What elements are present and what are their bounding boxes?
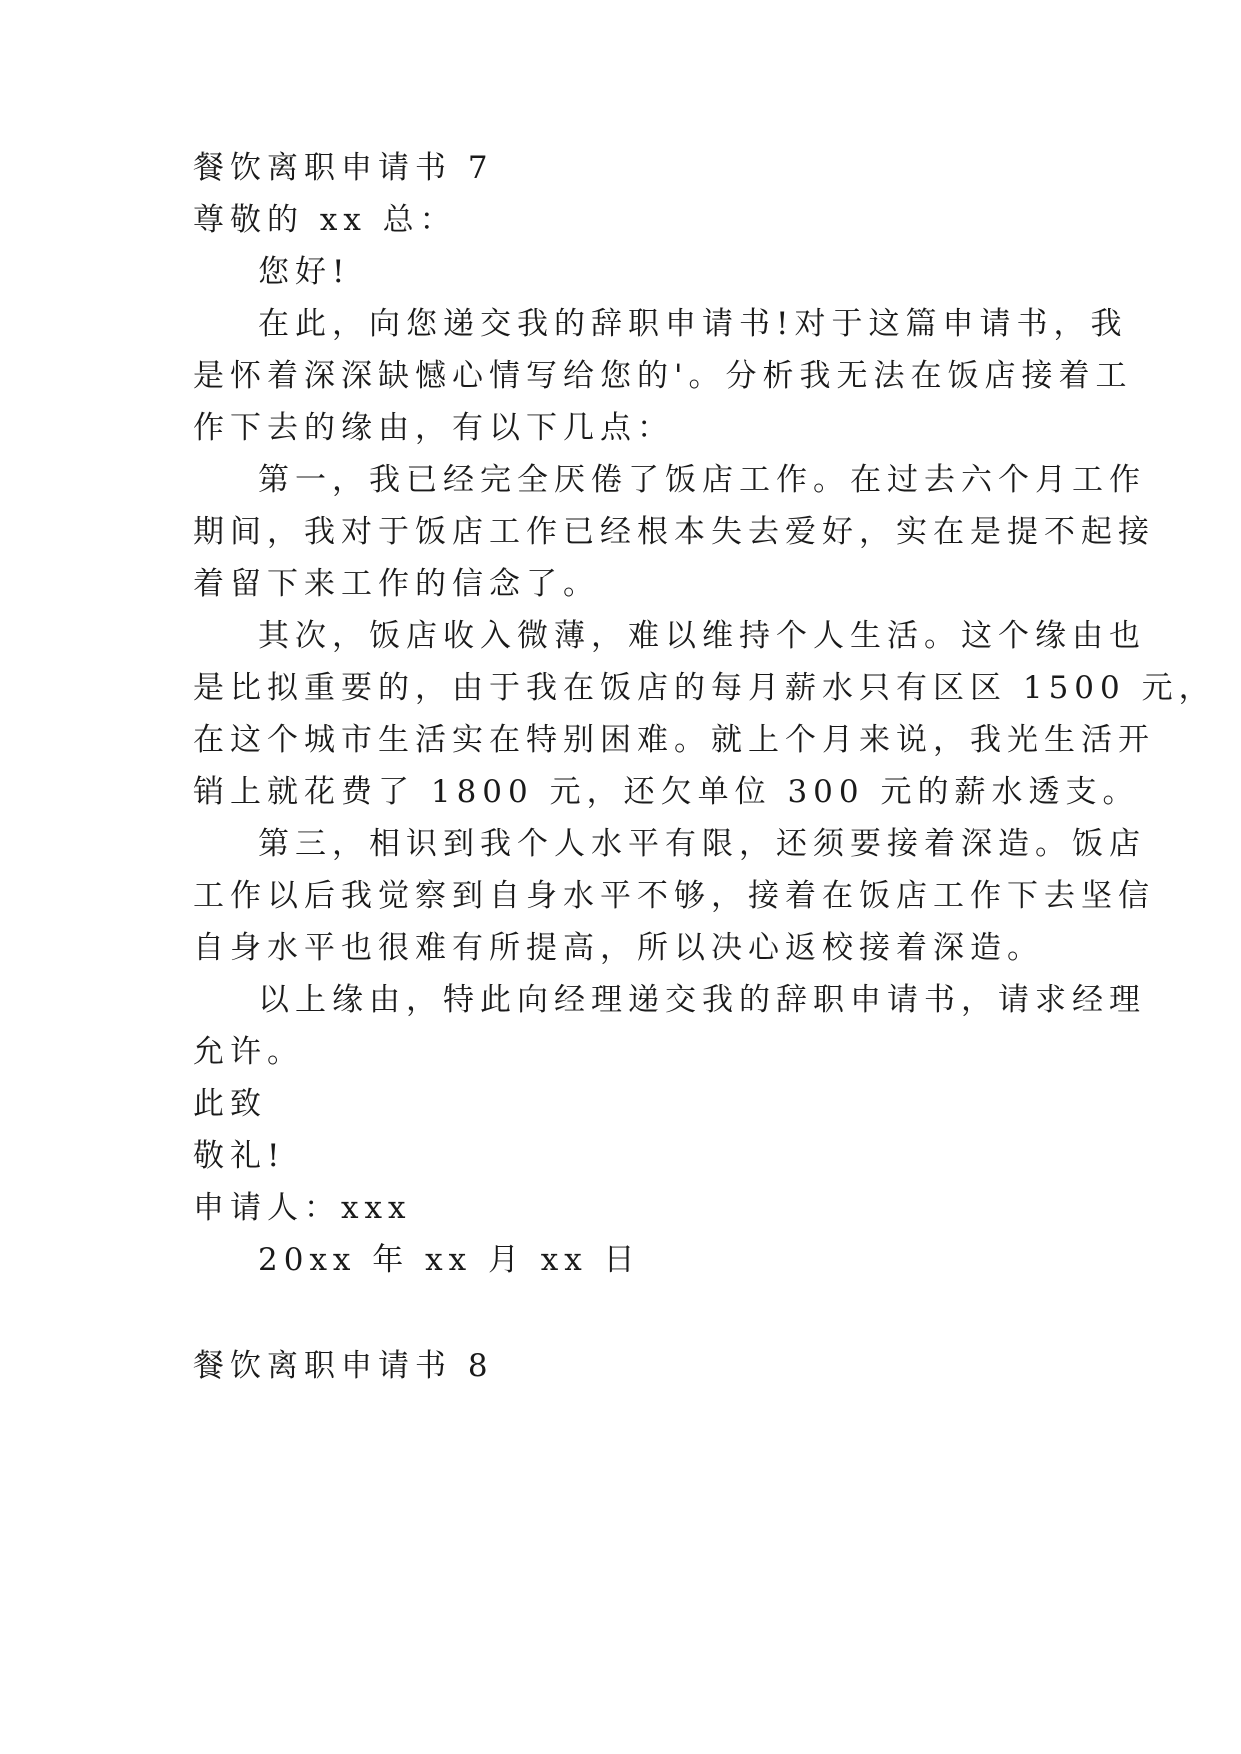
paragraph-4-line-1: 第三，相识到我个人水平有限，还须要接着深造。饭店 [258,826,1146,862]
paragraph-1-line-2: 是怀着深深缺憾心情写给您的'。分析我无法在饭店接着工 [193,358,1133,394]
document-title-7: 餐饮离职申请书 7 [193,150,494,186]
paragraph-5-line-2: 允许。 [193,1034,304,1070]
paragraph-2-line-3: 着留下来工作的信念了。 [193,566,600,602]
paragraph-3-line-3: 在这个城市生活实在特别困难。就上个月来说，我光生活开 [193,722,1155,758]
paragraph-1-line-1: 在此，向您递交我的辞职申请书!对于这篇申请书，我 [258,306,1128,342]
closing-line-1: 此致 [193,1086,267,1122]
closing-line-2: 敬礼! [193,1138,286,1174]
paragraph-2-line-2: 期间，我对于饭店工作已经根本失去爱好，实在是提不起接 [193,514,1155,550]
paragraph-5-line-1: 以上缘由，特此向经理递交我的辞职申请书，请求经理 [258,982,1146,1018]
salutation: 尊敬的 xx 总： [193,202,457,238]
greeting: 您好! [258,254,351,290]
paragraph-1-line-3: 作下去的缘由，有以下几点： [193,410,674,446]
paragraph-4-line-3: 自身水平也很难有所提高，所以决心返校接着深造。 [193,930,1044,966]
document-title-8: 餐饮离职申请书 8 [193,1348,494,1384]
paragraph-3-line-1: 其次，饭店收入微薄，难以维持个人生活。这个缘由也 [258,618,1146,654]
paragraph-2-line-1: 第一，我已经完全厌倦了饭店工作。在过去六个月工作 [258,462,1146,498]
paragraph-3-line-4: 销上就花费了 1800 元，还欠单位 300 元的薪水透支。 [193,774,1140,810]
date-line: 20xx 年 xx 月 xx 日 [258,1242,641,1278]
paragraph-4-line-2: 工作以后我觉察到自身水平不够，接着在饭店工作下去坚信 [193,878,1155,914]
paragraph-3-line-2: 是比拟重要的，由于我在饭店的每月薪水只有区区 1500 元， [193,670,1216,706]
applicant-line: 申请人：xxx [193,1190,412,1226]
